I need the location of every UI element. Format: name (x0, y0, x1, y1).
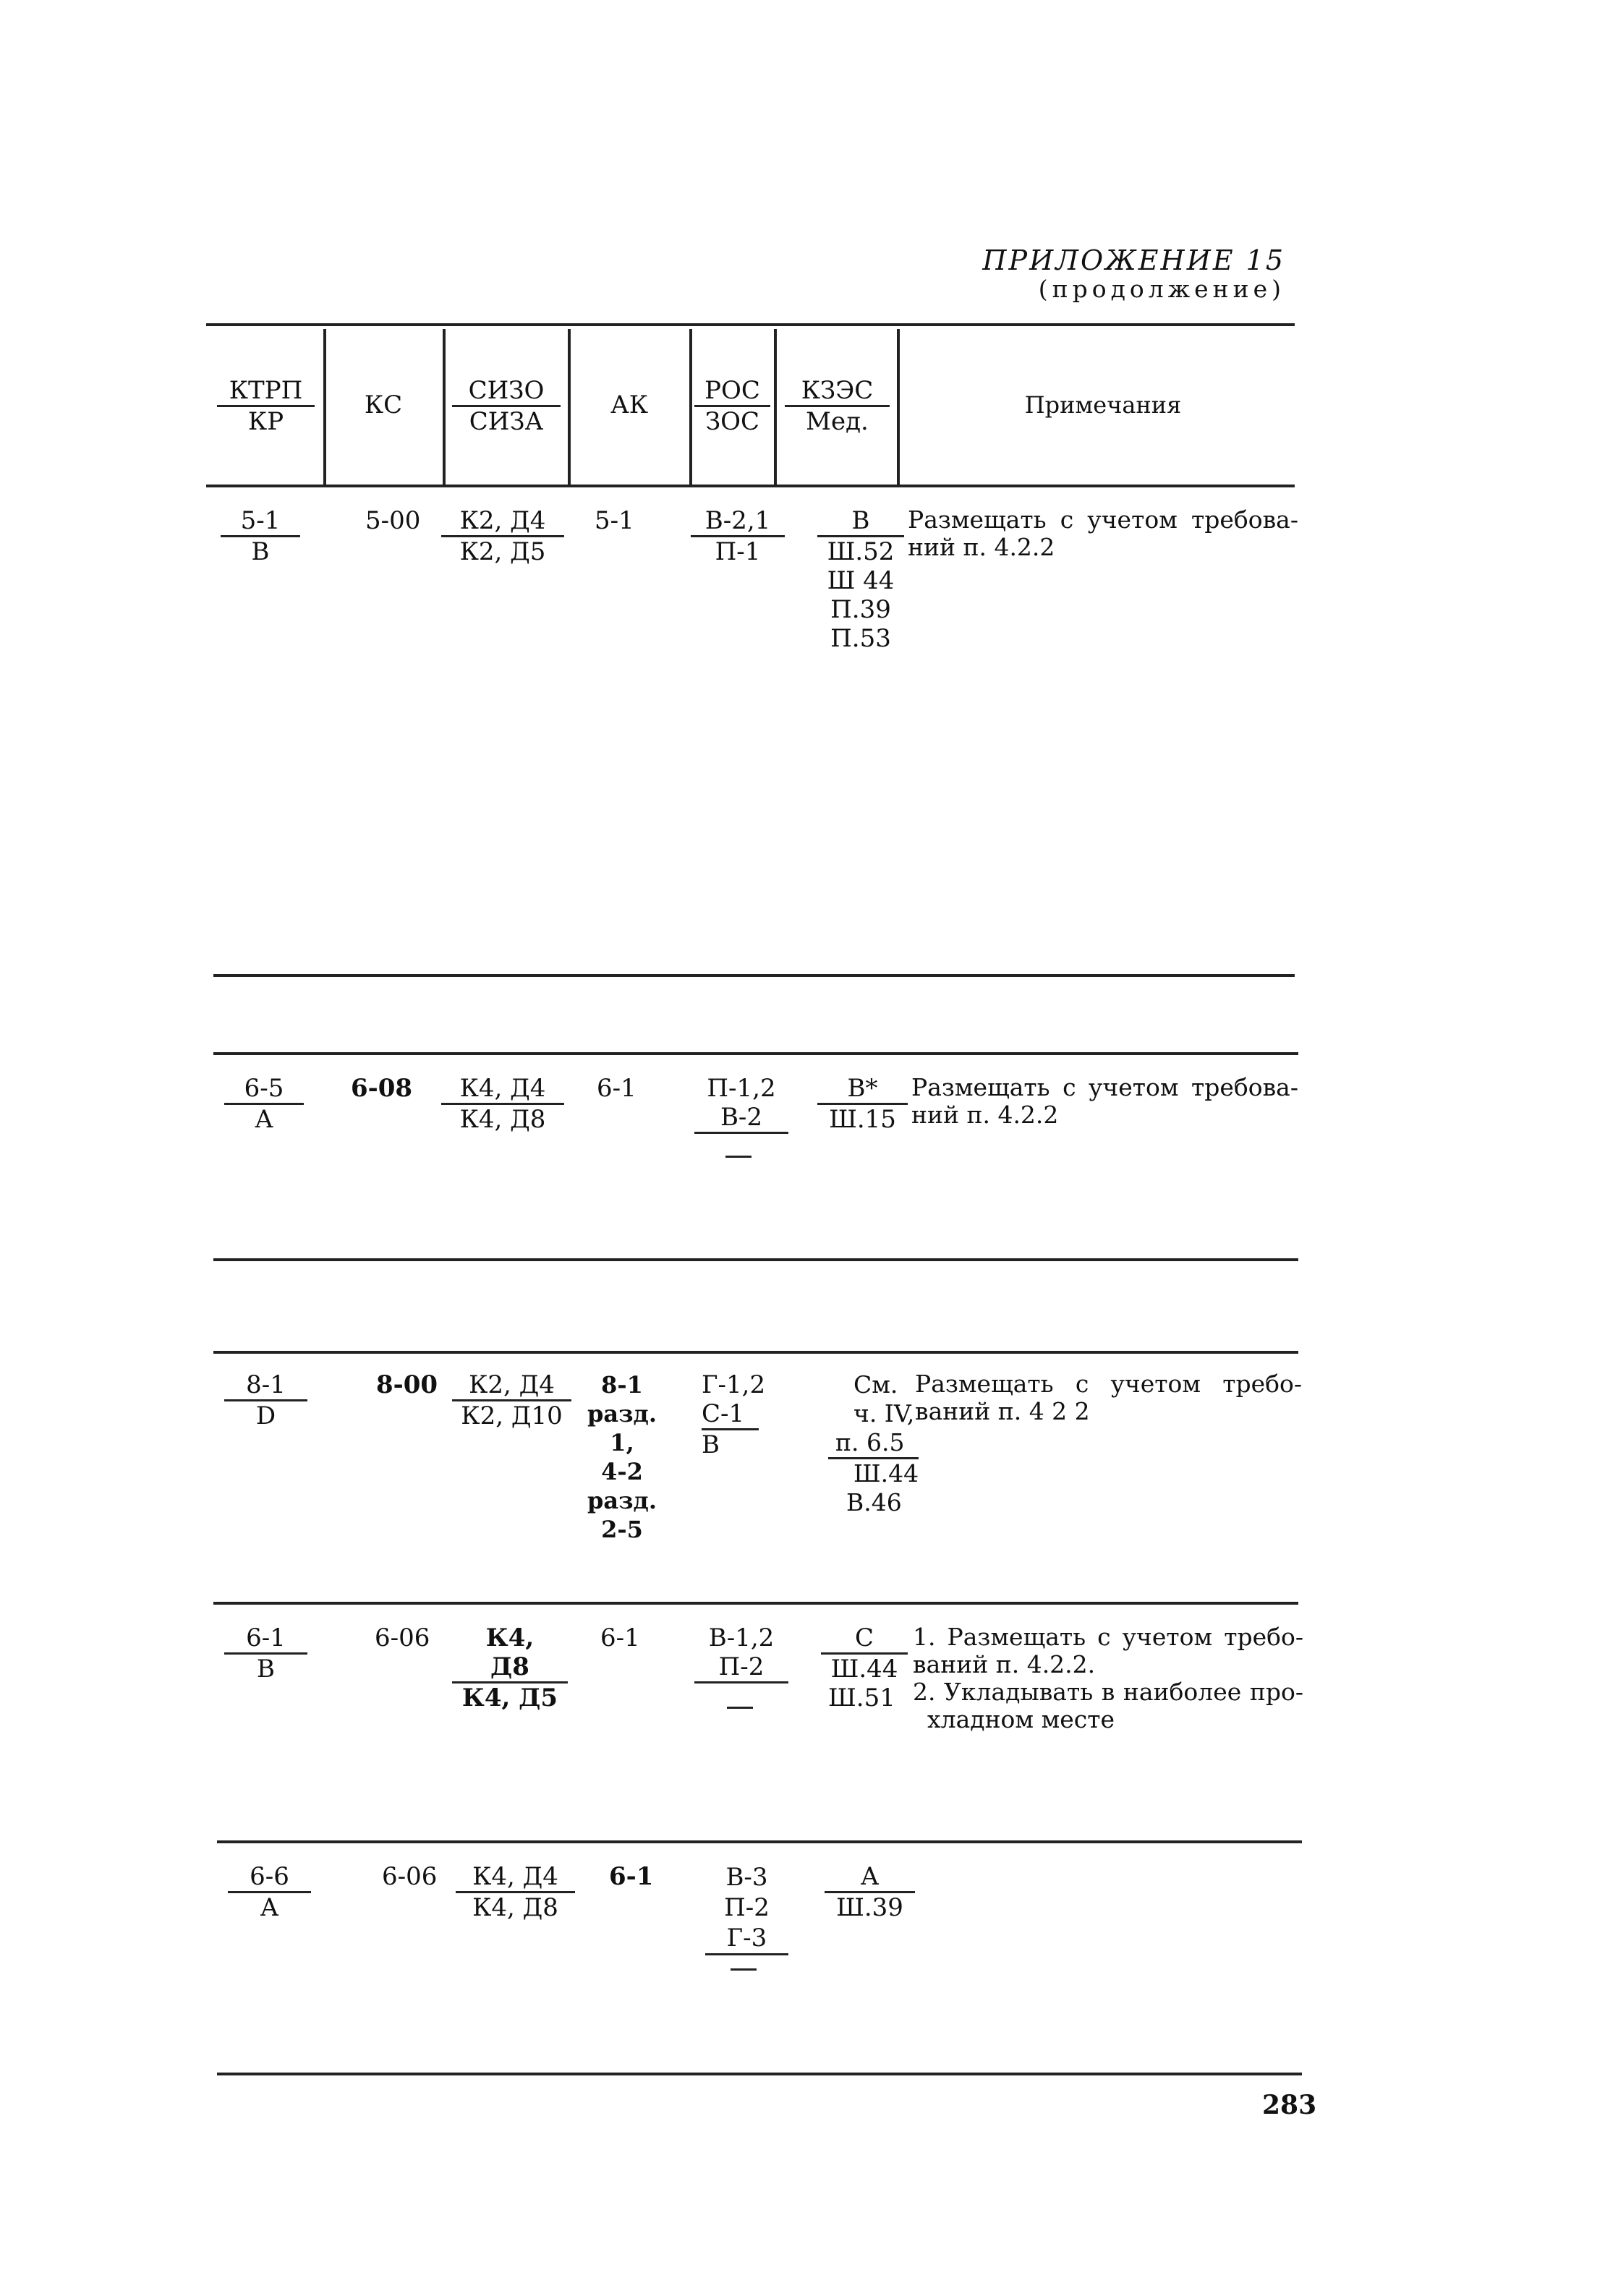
row3-ak (575, 1370, 669, 1544)
row2-sizo (441, 1074, 564, 1134)
row5-ros (705, 1862, 788, 1955)
row1-kzes (817, 506, 904, 653)
row3-notes (915, 1370, 1302, 1425)
row3-ak-line: 4-2 (601, 1458, 643, 1485)
row2-ros-top: П-1,2 (707, 1074, 776, 1103)
row5-ros-line: П-2 (724, 1893, 770, 1922)
row1-sizo (441, 506, 564, 566)
row3-kzes-line: В.46 (846, 1488, 902, 1516)
empty-dash (725, 1156, 751, 1158)
row5-ktrp-bot: А (260, 1893, 279, 1922)
row5-ktrp (228, 1862, 311, 1922)
row4-ks: 6-06 (375, 1623, 430, 1652)
col-divider (323, 329, 326, 485)
row2-note-line: ний п. 4.2.2 (911, 1101, 1059, 1129)
row2-kzes-line: Ш.15 (829, 1105, 896, 1134)
row-separator (213, 1052, 1298, 1055)
row3-ak-line: разд. 1, (587, 1400, 657, 1456)
row1-ktrp-top: 5-1 (221, 506, 300, 537)
row3-note-line: ваний п. 4 2 2 (915, 1397, 1090, 1425)
row4-note-line: ваний п. 4.2.2. (913, 1650, 1096, 1678)
row4-ros-top: В-1,2 (708, 1623, 775, 1652)
row2-ros (694, 1074, 788, 1134)
row5-sizo-top: К4, Д4 (456, 1862, 575, 1893)
row-separator (213, 1602, 1298, 1605)
row1-ak: 5-1 (595, 506, 634, 535)
col-divider (897, 329, 900, 485)
row5-ros-line: В-3 (725, 1863, 768, 1892)
row4-ktrp-bot: В (257, 1655, 275, 1683)
row1-note-line: Размещать с учетом требова- (908, 505, 1298, 534)
row3-note-line: Размещать с учетом требо- (915, 1370, 1302, 1398)
row2-kzes (817, 1074, 908, 1134)
row1-ktrp (221, 506, 300, 566)
header-kzes-top: КЗЭС (785, 376, 890, 407)
col-divider (568, 329, 571, 485)
row4-kzes-line: Ш.51 (828, 1683, 895, 1712)
row1-ks: 5-00 (365, 506, 421, 535)
header-ros (694, 376, 770, 436)
row4-sizo (452, 1623, 568, 1712)
row2-notes (911, 1074, 1298, 1129)
row4-ktrp-top: 6-1 (224, 1623, 307, 1655)
row3-ak-line: 2-5 (601, 1516, 643, 1543)
header-kzes (785, 376, 890, 436)
row5-sizo-bot: К4, Д8 (472, 1893, 558, 1922)
row2-note-line: Размещать с учетом требова- (911, 1073, 1298, 1101)
row5-kzes (825, 1862, 915, 1922)
row3-kzes-line: п. 6.5 (828, 1428, 919, 1459)
row5-kzes-top: А (825, 1862, 915, 1893)
row4-notes (913, 1623, 1303, 1733)
row4-sizo-bot: К4, Д5 (461, 1683, 558, 1712)
row4-sizo-top: К4, Д8 (452, 1623, 568, 1683)
row2-ktrp-bot: А (255, 1105, 273, 1134)
row-separator (213, 1258, 1298, 1261)
row3-ak-line: 8-1 (601, 1371, 643, 1399)
table-bottom-rule (217, 2073, 1302, 2075)
header-ak: АК (610, 391, 649, 419)
row1-sizo-top: К2, Д4 (441, 506, 564, 537)
row1-note-line: ний п. 4.2.2 (908, 533, 1055, 561)
row1-kzes-top: В (817, 506, 904, 537)
row2-ktrp (224, 1074, 304, 1134)
row2-sizo-top: К4, Д4 (441, 1074, 564, 1105)
empty-dash (731, 1968, 757, 1971)
row5-kzes-line: Ш.39 (836, 1893, 903, 1922)
row5-ak: 6-1 (609, 1862, 654, 1891)
row1-ktrp-bot: В (251, 537, 270, 566)
row5-sizo (456, 1862, 575, 1922)
row2-sizo-bot: К4, Д8 (459, 1105, 546, 1134)
row2-ros-bot: В-2 (694, 1103, 788, 1134)
row4-kzes (821, 1623, 908, 1712)
row2-ks: 6-08 (351, 1074, 413, 1103)
row4-ros (694, 1623, 788, 1683)
header-ks: КС (364, 391, 403, 419)
row4-note-line: 2. Укладывать в наиболее про- (913, 1678, 1303, 1706)
row1-kzes-line: П.39 (830, 595, 891, 624)
row3-kzes-line: ч. IV, (853, 1399, 915, 1427)
header-ros-bot: ЗОС (704, 407, 760, 436)
header-sizo (452, 376, 561, 436)
row3-ktrp-bot: D (255, 1401, 276, 1430)
row4-ak: 6-1 (600, 1623, 640, 1652)
header-ros-top: РОС (694, 376, 770, 407)
row4-kzes-top: С (821, 1623, 908, 1655)
row3-sizo-top: К2, Д4 (452, 1370, 571, 1401)
row1-notes (908, 506, 1298, 561)
appendix-title: ПРИЛОЖЕНИЕ 15 (982, 244, 1285, 276)
row3-ak-line: разд. (587, 1487, 657, 1514)
row1-kzes-line: Ш.52 (827, 537, 895, 566)
row3-ktrp-top: 8-1 (224, 1370, 307, 1401)
col-divider (443, 329, 446, 485)
row5-ros-line: Г-3 (705, 1923, 788, 1955)
row3-kzes-line: Ш.44 (853, 1459, 919, 1488)
empty-dash (727, 1707, 753, 1709)
header-sizo-bot: СИЗА (469, 407, 544, 436)
row1-kzes-line: П.53 (830, 624, 891, 653)
row4-ros-bot: П-2 (694, 1652, 788, 1683)
row1-ros-top: В-2,1 (691, 506, 785, 537)
header-ktrp-bot: КР (247, 407, 284, 436)
row3-kzes (828, 1370, 919, 1517)
row-separator (213, 1351, 1298, 1354)
row2-kzes-top: В* (817, 1074, 908, 1105)
row1-ros (691, 506, 785, 566)
header-notes: Примечания (1024, 391, 1182, 419)
table-top-rule (206, 323, 1295, 326)
header-ktrp-top: КТРП (217, 376, 315, 407)
row5-ktrp-top: 6-6 (228, 1862, 311, 1893)
page-number: 283 (1262, 2090, 1317, 2120)
row5-ks: 6-06 (382, 1862, 438, 1891)
col-divider (689, 329, 692, 485)
row3-sizo (452, 1370, 571, 1430)
col-divider (774, 329, 777, 485)
row3-ros-line: Г-1,2 (702, 1370, 766, 1399)
row-separator (213, 974, 1295, 977)
header-ktrp (217, 376, 315, 436)
row2-ak: 6-1 (597, 1074, 636, 1103)
appendix-subtitle: (продолжение) (1038, 275, 1285, 303)
row1-sizo-bot: К2, Д5 (459, 537, 546, 566)
row3-ktrp (224, 1370, 307, 1430)
row1-kzes-line: Ш 44 (827, 566, 895, 595)
row4-kzes-line: Ш.44 (830, 1655, 898, 1683)
row3-ros-line: В (702, 1430, 720, 1459)
row1-ros-bot: П-1 (715, 537, 761, 566)
row3-ros (702, 1370, 774, 1459)
row3-kzes-line: См. (853, 1370, 898, 1399)
row3-sizo-bot: К2, Д10 (461, 1401, 563, 1430)
row4-ktrp (224, 1623, 307, 1683)
row4-note-line: 1. Размещать с учетом требо- (913, 1623, 1303, 1651)
row3-ros-line: С-1 (702, 1399, 759, 1430)
header-sizo-top: СИЗО (452, 376, 561, 407)
row-separator (217, 1840, 1302, 1843)
row2-ktrp-top: 6-5 (224, 1074, 304, 1105)
row4-note-line: хладном месте (927, 1705, 1115, 1733)
table-header-rule (206, 485, 1295, 487)
header-kzes-bot: Мед. (806, 407, 869, 436)
row3-ks: 8-00 (376, 1370, 438, 1399)
